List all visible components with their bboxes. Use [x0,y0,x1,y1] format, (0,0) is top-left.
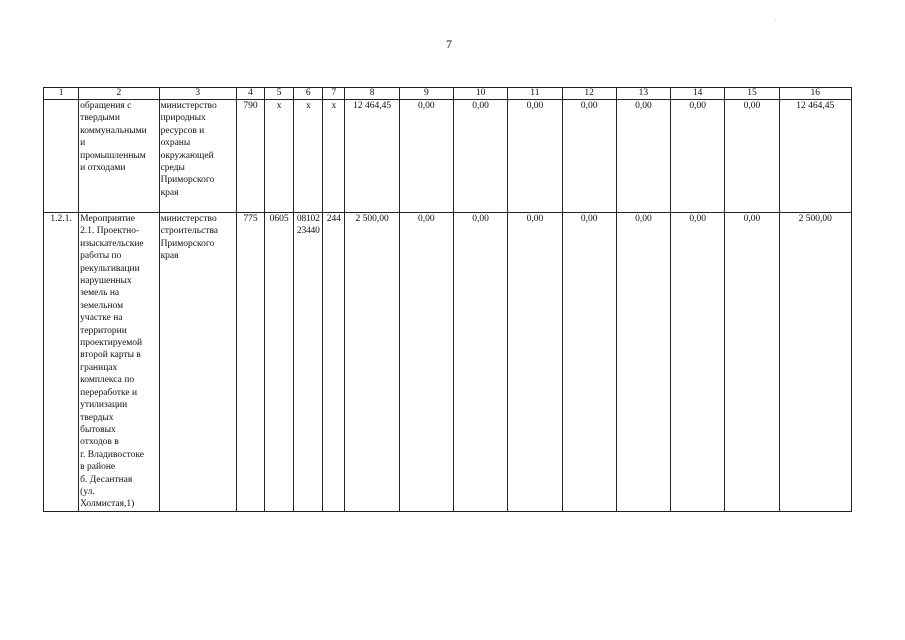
header-cell-7: 7 [323,88,345,100]
amount-cell-9: 0,00 [399,100,453,213]
header-cell-3: 3 [159,88,236,100]
grbs-code-cell: 775 [236,213,264,512]
header-cell-8: 8 [345,88,399,100]
amount-cell-10: 0,00 [453,100,507,213]
executor-cell: министерство строительства Приморского края [159,213,236,512]
corner-mark: . [775,17,777,23]
amount-cell-8: 12 464,45 [345,100,399,213]
header-cell-2: 2 [79,88,159,100]
target-article-cell: х [294,100,323,213]
executor-cell: министерство природных ресурсов и охраны окружающей среды Приморского края [159,100,236,213]
activity-name-cell: Мероприятие 2.1. Проектно- изыскательские работы по рекультивации нарушенных земель на земельном участке на территории проектируемой второй карты в границах комплекса по переработке и утилизации твердых бытовых отходов в г. Владивостоке в районе б. Десантная (ул. Холмистая,1) [79,213,159,512]
amount-cell-13: 0,00 [616,213,670,512]
header-row [44,88,852,100]
page-number: 7 [446,37,452,51]
expense-type-cell: 244 [323,213,345,512]
header-cell-1: 1 [44,88,79,100]
header-cell-14: 14 [671,88,725,100]
table-row [44,213,852,512]
header-cell-4: 4 [236,88,264,100]
total-cell: 12 464,45 [779,100,851,213]
header-cell-15: 15 [725,88,779,100]
activity-name-cell: обращения с твердыми коммунальными и промышленным и отходами [79,100,159,213]
header-cell-9: 9 [399,88,453,100]
amount-cell-12: 0,00 [562,213,616,512]
target-article-cell: 08102 23440 [294,213,323,512]
row-number-cell [44,100,79,213]
amount-cell-15: 0,00 [725,100,779,213]
header-cell-11: 11 [508,88,562,100]
section-code-cell: 0605 [265,213,294,512]
amount-cell-8: 2 500,00 [345,213,399,512]
amount-cell-13: 0,00 [616,100,670,213]
table-row [44,100,852,213]
grbs-code-cell: 790 [236,100,264,213]
amount-cell-9: 0,00 [399,213,453,512]
amount-cell-14: 0,00 [671,100,725,213]
amount-cell-15: 0,00 [725,213,779,512]
header-cell-12: 12 [562,88,616,100]
amount-cell-10: 0,00 [453,213,507,512]
header-cell-6: 6 [294,88,323,100]
budget-table [43,87,852,512]
amount-cell-12: 0,00 [562,100,616,213]
header-cell-10: 10 [453,88,507,100]
section-code-cell: х [265,100,294,213]
header-cell-16: 16 [779,88,851,100]
amount-cell-14: 0,00 [671,213,725,512]
total-cell: 2 500,00 [779,213,851,512]
header-cell-5: 5 [265,88,294,100]
amount-cell-11: 0,00 [508,213,562,512]
row-number-cell: 1.2.1. [44,213,79,512]
expense-type-cell: х [323,100,345,213]
amount-cell-11: 0,00 [508,100,562,213]
header-cell-13: 13 [616,88,670,100]
